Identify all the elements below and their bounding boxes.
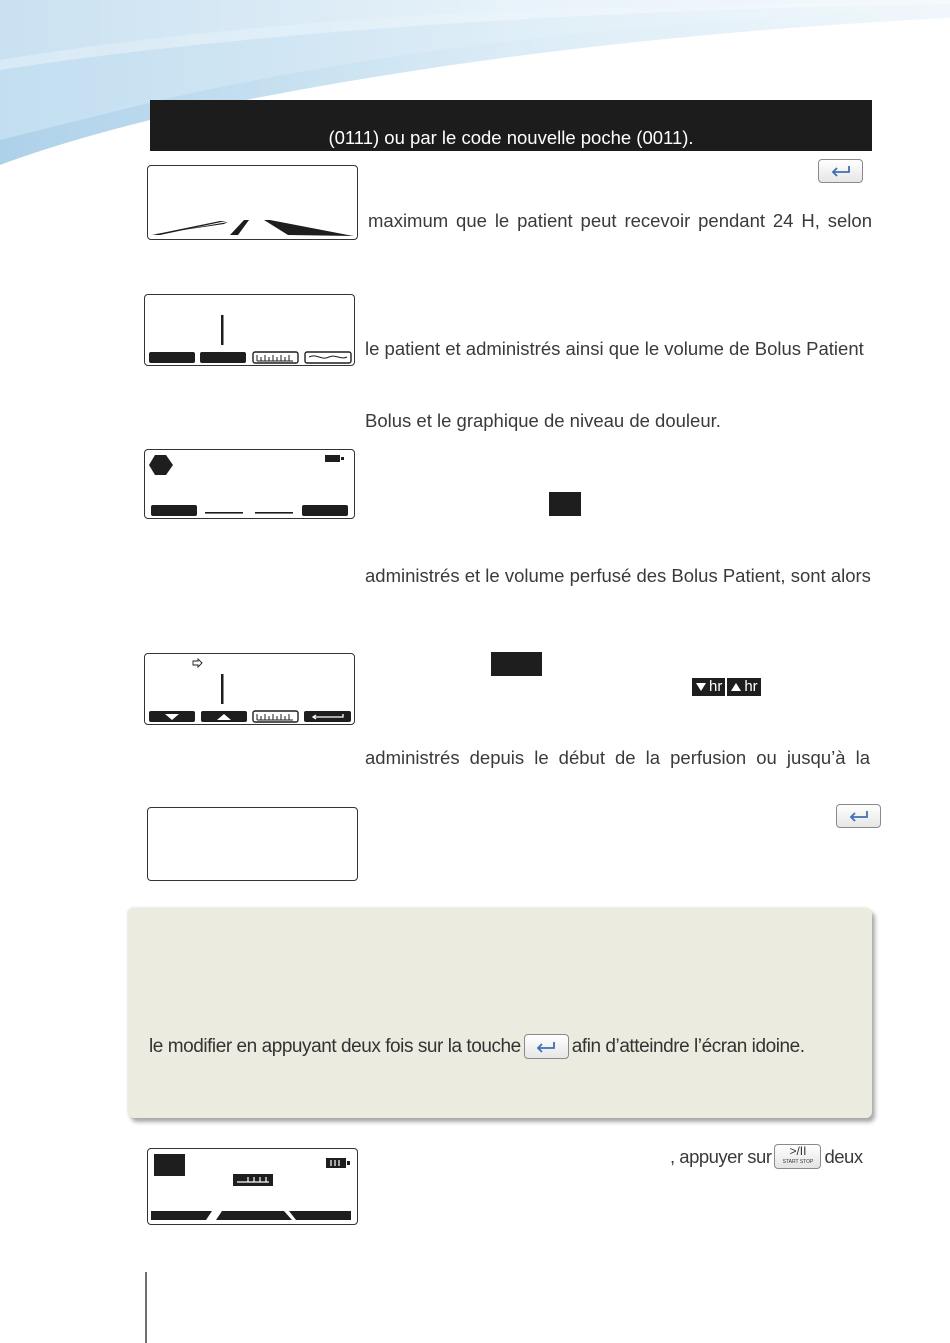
lcd-screen-6 (147, 1148, 358, 1225)
hr-down-key (692, 678, 725, 696)
note-text-line (149, 1034, 805, 1059)
note-text-before: le modifier en appuyant deux fois sur la touche (149, 1035, 521, 1057)
hr-keys (692, 678, 761, 696)
paragraph-6-line (670, 1144, 863, 1169)
paragraph-5: administrés depuis le début de la perfusion ou jusqu’à la (365, 747, 870, 768)
paragraph-4: administrés et le volume perfusé des Bolus Patient, sont alors (365, 565, 871, 586)
hr-up-key (727, 678, 760, 696)
section-title-bar (150, 100, 872, 151)
lcd-screen-2-content (145, 295, 354, 365)
lcd-screen-5 (147, 807, 358, 881)
black-key-2 (491, 652, 542, 676)
paragraph-6-end: deux (824, 1145, 863, 1167)
down-triangle-icon (695, 682, 707, 692)
paragraph-1: maximum que le patient peut recevoir pendant 24 H, selon (368, 210, 872, 231)
start-stop-key-bottom: START STOP (782, 1159, 814, 1165)
start-stop-key (774, 1144, 821, 1169)
lcd-screen-2 (144, 294, 355, 366)
paragraph-6: , appuyer sur (670, 1145, 772, 1167)
enter-key-1 (818, 159, 863, 183)
lcd-softkey-bar (148, 166, 357, 239)
note-box (128, 908, 872, 1118)
black-key-1 (549, 492, 581, 516)
hr-down-label: hr (709, 678, 723, 695)
note-text-after: afin d’atteindre l’écran idoine. (571, 1035, 805, 1057)
enter-key-icon (534, 1040, 558, 1054)
lcd-screen-3 (144, 449, 355, 519)
lcd-screen-6-content (148, 1149, 357, 1224)
paragraph-2: le patient et administrés ainsi que le volume de Bolus Patient (365, 338, 864, 359)
margin-rule (145, 1272, 147, 1343)
enter-key-icon (829, 164, 853, 178)
enter-key-2 (836, 804, 881, 828)
up-triangle-icon (730, 682, 742, 692)
lcd-screen-3-content (145, 450, 354, 518)
hr-up-label: hr (744, 678, 758, 695)
paragraph-3: Bolus et le graphique de niveau de douleur. (365, 410, 721, 431)
note-enter-key (524, 1034, 569, 1059)
lcd-screen-4 (144, 653, 355, 725)
lcd-screen-4-content (145, 654, 354, 724)
section-title: (0111) ou par le code nouvelle poche (0011). (328, 127, 694, 148)
enter-key-icon (847, 809, 871, 823)
start-stop-key-top: >/II (789, 1144, 807, 1158)
lcd-screen-1 (147, 165, 358, 240)
